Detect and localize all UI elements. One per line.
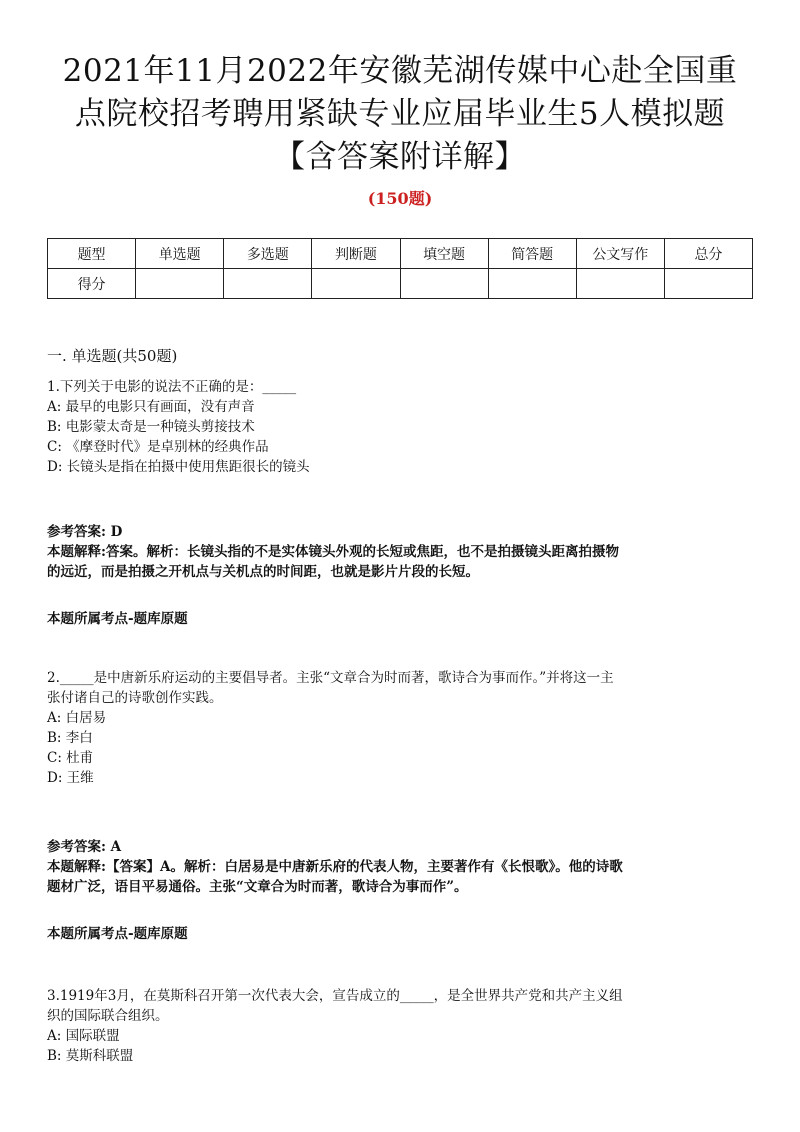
knowledge-point: 本题所属考点-题库原题 bbox=[47, 611, 188, 627]
title-line-1: 2021年11月2022年安徽芜湖传媒中心赴全国重 bbox=[62, 53, 738, 89]
option-b: B: 李白 bbox=[47, 730, 93, 746]
row-label-cell: 得分 bbox=[48, 269, 136, 299]
option-b: B: 电影蒙太奇是一种镜头剪接技术 bbox=[47, 419, 255, 435]
question-stem: 1.下列关于电影的说法不正确的是：_____ bbox=[47, 379, 297, 395]
explanation-line: 题材广泛，语目平易通俗。主张“文章合为时而著，歌诗合为事而作”。 bbox=[47, 879, 468, 895]
header-cell: 题型 bbox=[48, 239, 136, 269]
header-cell: 简答题 bbox=[488, 239, 576, 269]
score-table-score-row bbox=[48, 269, 753, 299]
header-cell: 单选题 bbox=[136, 239, 224, 269]
title-line-2: 点院校招考聘用紧缺专业应届毕业生5人模拟题 bbox=[74, 96, 726, 132]
option-d: D: 长镜头是指在拍摄中使用焦距很长的镜头 bbox=[47, 459, 310, 475]
header-cell: 公文写作 bbox=[576, 239, 664, 269]
question-2 bbox=[47, 668, 757, 788]
reference-answer: 参考答案: A bbox=[47, 839, 122, 855]
header-cell: 判断题 bbox=[312, 239, 400, 269]
option-d: D: 王维 bbox=[47, 770, 94, 786]
option-a: A: 国际联盟 bbox=[47, 1028, 120, 1044]
answer-block-2 bbox=[47, 837, 757, 897]
question-stem: 2._____是中唐新乐府运动的主要倡导者。主张“文章合为时而著，歌诗合为事而作。”并将这一主 bbox=[47, 670, 614, 686]
option-a: A: 最早的电影只有画面，没有声音 bbox=[47, 399, 255, 415]
explanation-line: 的远近，而是拍摄之开机点与关机点的时间距，也就是影片片段的长短。 bbox=[47, 564, 479, 580]
title-line-3: 【含答案附详解】 bbox=[274, 139, 526, 175]
question-count: (150题) bbox=[367, 189, 433, 208]
score-cell bbox=[488, 269, 576, 299]
question-3 bbox=[47, 986, 757, 1066]
reference-answer: 参考答案: D bbox=[47, 524, 123, 540]
score-cell bbox=[576, 269, 664, 299]
question-stem: 3.1919年3月，在莫斯科召开第一次代表大会，宣告成立的_____，是全世界共产党和共产主义组 bbox=[47, 988, 623, 1004]
option-b: B: 莫斯科联盟 bbox=[47, 1048, 134, 1064]
option-c: C: 杜甫 bbox=[47, 750, 94, 766]
score-table bbox=[47, 238, 753, 299]
score-cell bbox=[400, 269, 488, 299]
option-a: A: 白居易 bbox=[47, 710, 107, 726]
header-cell: 填空题 bbox=[400, 239, 488, 269]
section-title: 一. 单选题(共50题) bbox=[47, 347, 178, 365]
score-cell bbox=[224, 269, 312, 299]
question-1 bbox=[47, 377, 757, 477]
score-cell bbox=[312, 269, 400, 299]
score-table-header-row bbox=[48, 239, 753, 269]
answer-block-1 bbox=[47, 522, 757, 582]
score-cell bbox=[664, 269, 752, 299]
score-cell bbox=[136, 269, 224, 299]
header-cell: 总分 bbox=[664, 239, 752, 269]
knowledge-point: 本题所属考点-题库原题 bbox=[47, 926, 188, 942]
explanation-line: 本题解释:答案。解析：长镜头指的不是实体镜头外观的长短或焦距，也不是拍摄镜头距离拍摄物 bbox=[47, 544, 619, 560]
question-stem: 织的国际联合组织。 bbox=[47, 1008, 169, 1024]
header-cell: 多选题 bbox=[224, 239, 312, 269]
option-c: C: 《摩登时代》是卓别林的经典作品 bbox=[47, 439, 269, 455]
explanation-line: 本题解释:【答案】A。解析：白居易是中唐新乐府的代表人物，主要著作有《长恨歌》。他的诗歌 bbox=[47, 859, 623, 875]
question-stem: 张付诸自己的诗歌创作实践。 bbox=[47, 690, 223, 706]
document-title bbox=[30, 50, 770, 179]
